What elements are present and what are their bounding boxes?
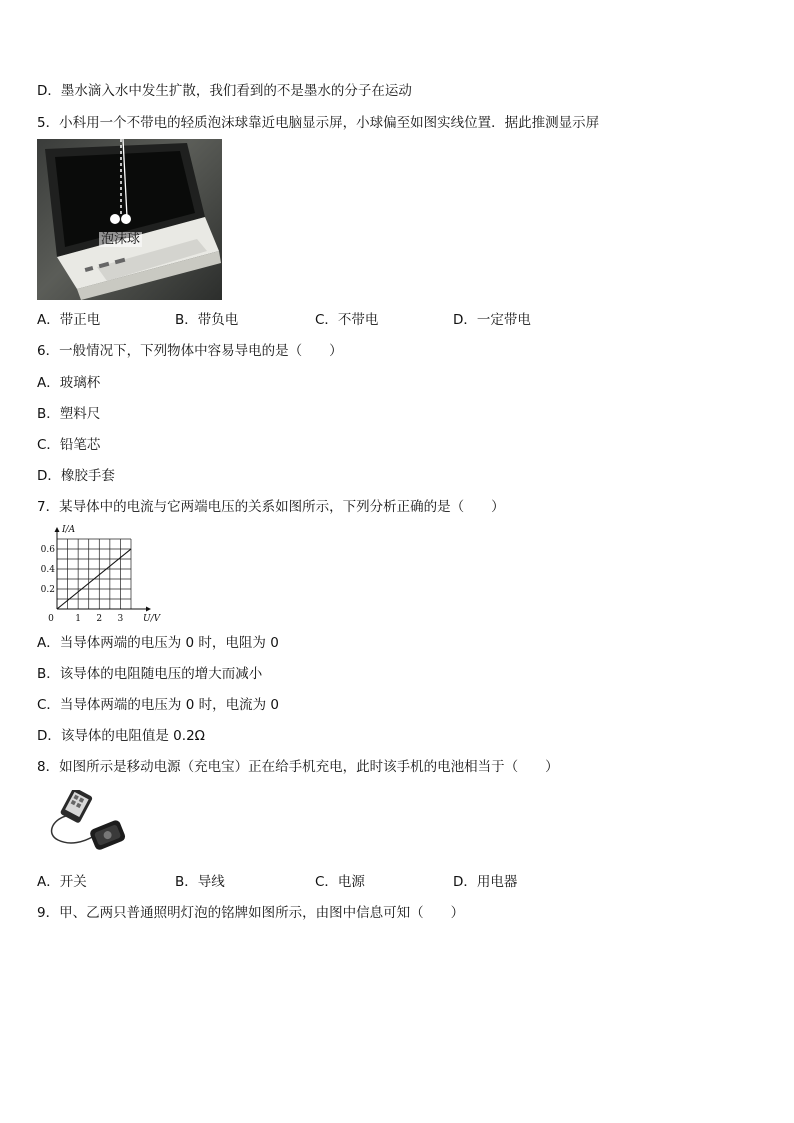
q7-option-d: D．该导体的电阻值是 0.2Ω	[37, 728, 205, 744]
q8-option-b: B．导线	[175, 874, 225, 890]
q6-option-c: C．铅笔芯	[37, 437, 101, 453]
q6-stem: 6．一般情况下，下列物体中容易导电的是（ ）	[37, 343, 343, 359]
y-axis-arrow	[55, 527, 60, 532]
q8-option-c: C．电源	[315, 874, 365, 890]
q4-option-d: D．墨水滴入水中发生扩散，我们看到的不是墨水的分子在运动	[37, 83, 412, 99]
iv-graph	[37, 523, 163, 627]
q7-stem: 7．某导体中的电流与它两端电压的关系如图所示，下列分析正确的是（ ）	[37, 499, 505, 515]
x-tick-label: 0	[48, 614, 54, 624]
y-tick-label: 0.4	[40, 565, 55, 575]
q5-stem: 5．小科用一个不带电的轻质泡沫球靠近电脑显示屏，小球偏至如图实线位置．据此推测显示屏	[37, 115, 600, 131]
laptop-foam-ball-photo	[37, 139, 222, 300]
x-tick-label: 2	[96, 614, 103, 624]
x-axis-arrow	[146, 607, 151, 612]
q5-option-d: D．一定带电	[453, 312, 531, 328]
q7-option-c: C．当导体两端的电压为 0 时，电流为 0	[37, 697, 279, 713]
q6-option-d: D．橡胶手套	[37, 468, 115, 484]
q8-option-a: A．开关	[37, 874, 87, 890]
q5-option-a: A．带正电	[37, 312, 101, 328]
y-tick-label: 0.6	[40, 545, 55, 555]
q8-option-d: D．用电器	[453, 874, 518, 890]
q6-option-a: A．玻璃杯	[37, 375, 101, 391]
x-axis-label: U/V	[143, 614, 161, 624]
q5-option-b: B．带负电	[175, 312, 239, 328]
foam-ball-label: 泡沫球	[101, 232, 141, 247]
x-tick-label: 1	[75, 614, 82, 624]
graph-grid	[57, 539, 131, 609]
q5-option-c: C．不带电	[315, 312, 379, 328]
q7-option-b: B．该导体的电阻随电压的增大而减小	[37, 666, 263, 682]
q6-option-b: B．塑料尺	[37, 406, 101, 422]
y-axis-label: I/A	[62, 525, 76, 535]
power-bank-charging-phone-image	[44, 790, 128, 856]
q7-option-a: A．当导体两端的电压为 0 时，电阻为 0	[37, 635, 279, 651]
y-tick-label: 0.2	[40, 585, 55, 595]
q8-stem: 8．如图所示是移动电源（充电宝）正在给手机充电，此时该手机的电池相当于（ ）	[37, 759, 559, 775]
q9-stem: 9．甲、乙两只普通照明灯泡的铭牌如图所示，由图中信息可知（ ）	[37, 905, 465, 921]
x-tick-label: 3	[117, 614, 124, 624]
